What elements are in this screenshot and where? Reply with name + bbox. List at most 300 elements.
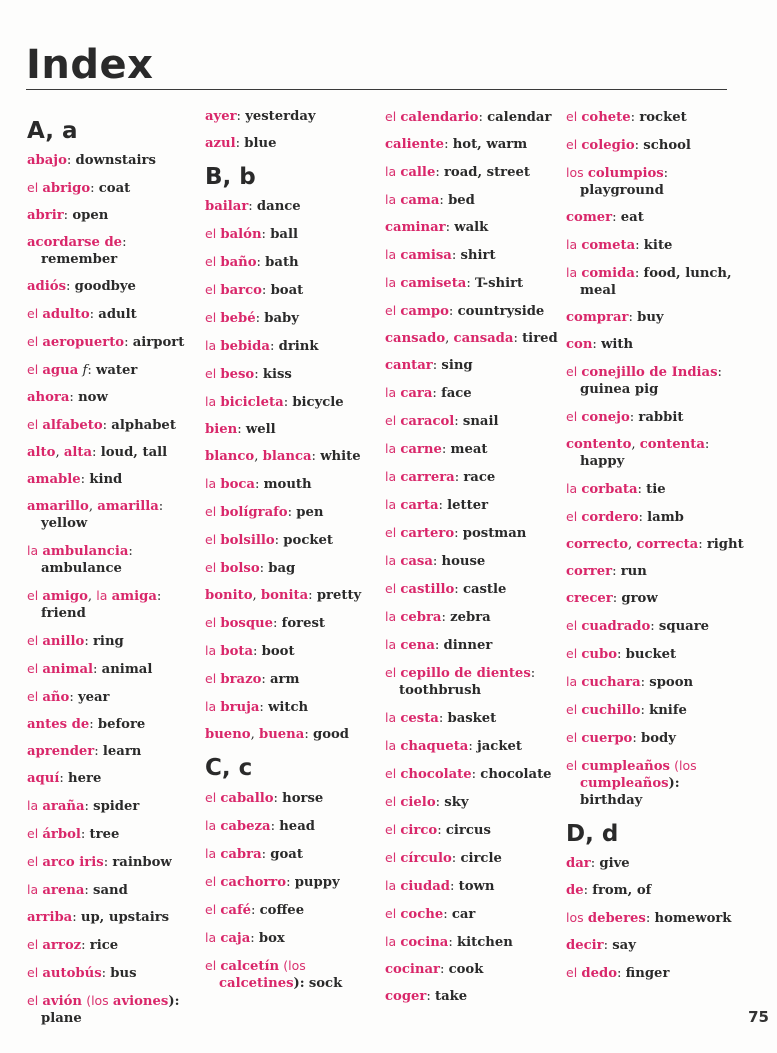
- entry-definition: letter: [447, 498, 489, 513]
- entry-definition: guinea pig: [580, 382, 659, 397]
- section-heading: B, b: [205, 164, 256, 190]
- index-entry: el bosque: forest: [205, 615, 325, 631]
- index-entry: la calle: road, street: [385, 164, 530, 180]
- entry-article: la: [385, 553, 397, 568]
- entry-word: alta: [63, 445, 93, 460]
- entry-word: cabra: [220, 847, 262, 862]
- section-heading: D, d: [566, 821, 619, 847]
- entry-article: el: [385, 850, 397, 865]
- entry-article: el: [27, 854, 39, 869]
- entry-article: el: [27, 633, 39, 648]
- entry-definition: pen: [296, 505, 324, 520]
- entry-definition: boat: [270, 283, 304, 298]
- index-entry: el dedo: finger: [566, 965, 670, 981]
- entry-definition: goodbye: [74, 279, 136, 294]
- index-entry: el círculo: circle: [385, 850, 502, 866]
- entry-definition: now: [78, 390, 108, 405]
- entry-definition: jacket: [476, 739, 522, 754]
- entry-word: balón: [220, 227, 262, 242]
- index-entry: el cielo: sky: [385, 794, 469, 810]
- entry-definition: rice: [89, 938, 119, 953]
- index-entry: cantar: sing: [385, 358, 473, 373]
- entry-plural-open: (los: [674, 758, 697, 773]
- entry-definition: hot, warm: [452, 137, 528, 152]
- entry-definition: happy: [580, 454, 625, 469]
- entry-word: buena: [258, 727, 305, 742]
- entry-article: el: [385, 665, 397, 680]
- entry-word: coche: [400, 907, 444, 922]
- index-entry: el bolígrafo: pen: [205, 504, 324, 520]
- entry-word: cantar: [385, 358, 433, 373]
- entry-word: blanco: [205, 449, 255, 464]
- entry-article: el: [205, 958, 217, 973]
- entry-definition: take: [435, 989, 468, 1004]
- index-entry: el brazo: arm: [205, 671, 300, 687]
- entry-article: la: [385, 164, 397, 179]
- entry-article: el: [205, 254, 217, 269]
- entry-plural-close: ):: [293, 976, 305, 991]
- entry-definition: basket: [447, 711, 497, 726]
- entry-article: el: [385, 525, 397, 540]
- entry-article: el: [385, 303, 397, 318]
- entry-definition: sky: [444, 795, 469, 810]
- entry-definition: kitchen: [456, 935, 513, 950]
- index-entry: el cohete: rocket: [566, 109, 687, 125]
- entry-definition: bath: [265, 255, 299, 270]
- entry-definition: knife: [649, 703, 687, 718]
- entry-word: campo: [400, 304, 449, 319]
- entry-article: el: [566, 730, 578, 745]
- entry-definition: rainbow: [112, 855, 172, 870]
- entry-definition: eat: [620, 210, 644, 225]
- entry-definition: school: [643, 138, 691, 153]
- entry-definition: kiss: [262, 367, 292, 382]
- entry-definition: coat: [98, 181, 131, 196]
- entry-definition: snail: [462, 414, 499, 429]
- entry-plural-close: ):: [668, 776, 680, 791]
- entry-word: animal: [42, 662, 94, 677]
- entry-word: cumpleaños: [581, 759, 670, 774]
- entry-article: la: [385, 738, 397, 753]
- index-entry: el cepillo de dientes: toothbrush: [385, 665, 536, 698]
- index-entry: la cama: bed: [385, 192, 475, 208]
- entry-word: conejo: [581, 410, 630, 425]
- entry-word: amiga: [111, 589, 157, 604]
- entry-word: cena: [400, 638, 435, 653]
- entry-article: el: [27, 334, 39, 349]
- entry-definition: spoon: [649, 675, 694, 690]
- entry-word: cachorro: [220, 875, 287, 890]
- entry-word: contenta: [639, 437, 705, 452]
- entry-article: la: [385, 934, 397, 949]
- entry-word: bien: [205, 422, 238, 437]
- index-column-1: [27, 108, 199, 1037]
- entry-definition: shirt: [460, 248, 496, 263]
- entry-article: el: [205, 902, 217, 917]
- entry-definition: castle: [462, 582, 507, 597]
- index-entry: la cuchara: spoon: [566, 674, 694, 690]
- entry-word: cuerpo: [581, 731, 633, 746]
- index-entry: el año: year: [27, 689, 110, 705]
- entry-word: cesta: [400, 711, 439, 726]
- entry-word: cocinar: [385, 962, 440, 977]
- entry-word: comer: [566, 210, 613, 225]
- entry-article: el: [27, 362, 39, 377]
- index-entry: abrir: open: [27, 208, 109, 223]
- entry-article: la: [27, 543, 39, 558]
- entry-definition: postman: [462, 526, 527, 541]
- entry-word: bebida: [220, 339, 270, 354]
- entry-word: bicicleta: [220, 395, 284, 410]
- entry-word: caminar: [385, 220, 446, 235]
- entry-definition: yellow: [41, 516, 88, 531]
- entry-definition: here: [68, 771, 102, 786]
- entry-definition: dinner: [443, 638, 493, 653]
- index-entry: la bebida: drink: [205, 338, 319, 354]
- entry-word: bonita: [260, 588, 309, 603]
- entry-definition: sing: [441, 358, 473, 373]
- entry-word: calendario: [400, 110, 479, 125]
- entry-article: la: [385, 878, 397, 893]
- entry-word: antes de: [27, 717, 90, 732]
- entry-definition: tree: [89, 827, 120, 842]
- entry-word: bota: [220, 644, 253, 659]
- index-entry: contento, contenta: happy: [566, 437, 710, 469]
- index-entry: la chaqueta: jacket: [385, 738, 522, 754]
- entry-word: aprender: [27, 744, 95, 759]
- index-entry: el caracol: snail: [385, 413, 499, 429]
- entry-definition: sand: [93, 883, 128, 898]
- entry-word: baño: [220, 255, 257, 270]
- index-entry: caminar: walk: [385, 220, 489, 235]
- entry-definition: box: [258, 931, 285, 946]
- entry-article: el: [205, 504, 217, 519]
- entry-word: de: [566, 883, 584, 898]
- entry-definition: downstairs: [75, 153, 156, 168]
- entry-word: amarilla: [97, 499, 159, 514]
- entry-definition: mouth: [263, 477, 312, 492]
- entry-article: el: [566, 509, 578, 524]
- entry-word: cara: [400, 386, 433, 401]
- entry-definition: homework: [654, 911, 732, 926]
- entry-article: la: [566, 674, 578, 689]
- entry-definition: dance: [256, 199, 301, 214]
- entry-plural-word: cumpleaños: [580, 776, 669, 791]
- index-entry: el campo: countryside: [385, 303, 545, 319]
- entry-definition: buy: [637, 310, 664, 325]
- index-entry: el cachorro: puppy: [205, 874, 340, 890]
- entry-word: ahora: [27, 390, 70, 405]
- entry-word: bolsillo: [220, 533, 275, 548]
- index-entry: el conejillo de Indias: guinea pig: [566, 364, 722, 397]
- entry-definition: arm: [270, 672, 300, 687]
- entry-word: barco: [220, 283, 262, 298]
- entry-word: caja: [220, 931, 251, 946]
- index-entry: caliente: hot, warm: [385, 137, 528, 152]
- entry-definition: bed: [448, 193, 475, 208]
- entry-word: brazo: [220, 672, 262, 687]
- index-entry: [205, 957, 380, 992]
- entry-article: el: [27, 588, 39, 603]
- index-entry: el colegio: school: [566, 137, 691, 153]
- entry-definition: horse: [282, 791, 324, 806]
- index-entry: amable: kind: [27, 472, 123, 487]
- index-entry: el cubo: bucket: [566, 646, 677, 662]
- index-entry: bien: well: [205, 422, 276, 437]
- entry-definition: grow: [621, 591, 658, 606]
- entry-word: columpios: [587, 166, 664, 181]
- index-entry: la comida: food, lunch, meal: [566, 265, 732, 298]
- title-divider: [26, 89, 727, 90]
- entry-word: cepillo de dientes: [400, 666, 531, 681]
- entry-word: anillo: [42, 634, 85, 649]
- entry-article: la: [205, 476, 217, 491]
- entry-word: carne: [400, 442, 442, 457]
- entry-article: el: [205, 226, 217, 241]
- entry-word: azul: [205, 136, 236, 151]
- index-entry: la cesta: basket: [385, 710, 497, 726]
- entry-word: avión: [42, 994, 82, 1009]
- index-entry: correcto, correcta: right: [566, 537, 744, 552]
- entry-article: el: [566, 618, 578, 633]
- entry-definition: from, of: [592, 883, 652, 898]
- entry-definition: friend: [41, 606, 86, 621]
- entry-word: bolígrafo: [220, 505, 288, 520]
- entry-article: el: [205, 310, 217, 325]
- entry-article: la: [205, 699, 217, 714]
- index-entry: la cocina: kitchen: [385, 934, 513, 950]
- entry-word: amarillo: [27, 499, 89, 514]
- entry-article: el: [566, 137, 578, 152]
- entry-article: la: [27, 882, 39, 897]
- entry-definition: town: [458, 879, 495, 894]
- entry-article: la: [205, 394, 217, 409]
- index-entry: el abrigo: coat: [27, 180, 131, 196]
- entry-article: el: [27, 937, 39, 952]
- index-entry: el circo: circus: [385, 822, 491, 838]
- entry-word: año: [42, 690, 70, 705]
- entry-article: el: [385, 109, 397, 124]
- entry-definition: food, lunch, meal: [580, 266, 732, 298]
- entry-definition: body: [641, 731, 676, 746]
- entry-word: cebra: [400, 610, 442, 625]
- index-entry: el balón: ball: [205, 226, 298, 242]
- entry-word: cocina: [400, 935, 449, 950]
- index-entry: ayer: yesterday: [205, 109, 316, 124]
- index-entry: el cuerpo: body: [566, 730, 676, 746]
- entry-definition: give: [599, 856, 630, 871]
- entry-article: el: [566, 409, 578, 424]
- entry-definition: coffee: [259, 903, 305, 918]
- index-entry: los columpios: playground: [566, 165, 669, 198]
- entry-definition: rocket: [639, 110, 687, 125]
- entry-word: deberes: [587, 911, 646, 926]
- index-entry: alto, alta: loud, tall: [27, 445, 168, 460]
- entry-article: el: [27, 826, 39, 841]
- entry-word: colegio: [581, 138, 635, 153]
- entry-article: el: [205, 790, 217, 805]
- index-entry: comprar: buy: [566, 310, 664, 325]
- entry-article: el: [566, 364, 578, 379]
- index-entry: el bolso: bag: [205, 560, 296, 576]
- index-entry: el beso: kiss: [205, 366, 292, 382]
- entry-article: la: [385, 385, 397, 400]
- entry-word: calle: [400, 165, 436, 180]
- index-column-3: [385, 108, 563, 1015]
- index-entry: el cuadrado: square: [566, 618, 710, 634]
- index-entry: el bolsillo: pocket: [205, 532, 333, 548]
- entry-definition: rabbit: [638, 410, 684, 425]
- entry-article: la: [205, 846, 217, 861]
- entry-article: la: [205, 643, 217, 658]
- entry-definition: white: [320, 449, 361, 464]
- entry-article: el: [566, 109, 578, 124]
- index-entry: adiós: goodbye: [27, 279, 136, 294]
- entry-definition: head: [279, 819, 315, 834]
- index-entry: acordarse de: remember: [27, 235, 127, 267]
- entry-definition: birthday: [580, 793, 643, 808]
- entry-word: bueno: [205, 727, 251, 742]
- entry-word: contento: [566, 437, 632, 452]
- entry-word: chaqueta: [400, 739, 469, 754]
- entry-word: café: [220, 903, 252, 918]
- entry-article: la: [385, 469, 397, 484]
- entry-word: alto: [27, 445, 56, 460]
- entry-word: cama: [400, 193, 440, 208]
- entry-article: la: [566, 265, 578, 280]
- entry-definition: open: [72, 208, 109, 223]
- entry-article: el: [205, 366, 217, 381]
- entry-word: bosque: [220, 616, 274, 631]
- entry-article: el: [27, 965, 39, 980]
- index-entry: la bruja: witch: [205, 699, 309, 715]
- entry-article: el: [27, 661, 39, 676]
- index-entry: dar: give: [566, 856, 630, 871]
- entry-plural-open: (los: [86, 993, 109, 1008]
- index-column-2: [205, 108, 380, 1002]
- index-entry: el agua f: water: [27, 362, 138, 378]
- entry-word: cansado: [385, 331, 446, 346]
- entry-definition: race: [463, 470, 496, 485]
- index-entry: el café: coffee: [205, 902, 305, 918]
- index-entry: los deberes: homework: [566, 910, 732, 926]
- entry-word: decir: [566, 938, 604, 953]
- entry-definition: bus: [110, 966, 137, 981]
- index-entry: la cebra: zebra: [385, 609, 491, 625]
- entry-definition: goat: [270, 847, 303, 862]
- entry-definition: run: [620, 564, 647, 579]
- entry-article: la: [96, 588, 108, 603]
- entry-word: abajo: [27, 153, 67, 168]
- entry-word: correr: [566, 564, 613, 579]
- entry-definition: ambulance: [41, 561, 122, 576]
- entry-definition: pocket: [283, 533, 333, 548]
- entry-definition: puppy: [294, 875, 340, 890]
- index-entry: coger: take: [385, 989, 468, 1004]
- entry-definition: drink: [278, 339, 319, 354]
- index-entry: la corbata: tie: [566, 481, 666, 497]
- entry-word: agua: [42, 363, 79, 378]
- entry-article: el: [385, 581, 397, 596]
- entry-definition: countryside: [457, 304, 545, 319]
- index-entry: azul: blue: [205, 136, 277, 151]
- index-entry: el amigo, la amiga: friend: [27, 588, 162, 621]
- entry-word: ayer: [205, 109, 237, 124]
- entry-article: el: [205, 671, 217, 686]
- index-entry: ahora: now: [27, 390, 108, 405]
- entry-article: el: [566, 702, 578, 717]
- entry-word: beso: [220, 367, 255, 382]
- entry-word: caracol: [400, 414, 455, 429]
- entry-word: bruja: [220, 700, 260, 715]
- entry-definition: sock: [308, 976, 343, 991]
- index-entry: el caballo: horse: [205, 790, 324, 806]
- entry-word: corbata: [581, 482, 638, 497]
- entry-word: carrera: [400, 470, 455, 485]
- entry-definition: water: [96, 363, 138, 378]
- entry-word: conejillo de Indias: [581, 365, 718, 380]
- index-entry: el baño: bath: [205, 254, 299, 270]
- index-entry: la ciudad: town: [385, 878, 495, 894]
- entry-word: casa: [400, 554, 433, 569]
- entry-word: aeropuerto: [42, 335, 125, 350]
- index-entry: la carta: letter: [385, 497, 489, 513]
- entry-word: castillo: [400, 582, 455, 597]
- entry-definition: playground: [580, 183, 664, 198]
- entry-definition: right: [706, 537, 744, 552]
- entry-word: círculo: [400, 851, 452, 866]
- entry-definition: adult: [98, 307, 137, 322]
- entry-definition: meat: [450, 442, 488, 457]
- entry-definition: airport: [132, 335, 185, 350]
- entry-article: los: [566, 165, 584, 180]
- index-entry: el cuchillo: knife: [566, 702, 687, 718]
- entry-word: autobús: [42, 966, 102, 981]
- index-entry: el animal: animal: [27, 661, 153, 677]
- entry-plural-close: ):: [168, 994, 180, 1009]
- entry-article: la: [385, 637, 397, 652]
- entry-article: la: [385, 497, 397, 512]
- entry-word: amigo: [42, 589, 88, 604]
- index-entry: la bicicleta: bicycle: [205, 394, 344, 410]
- index-entry: el cordero: lamb: [566, 509, 684, 525]
- entry-word: bailar: [205, 199, 249, 214]
- entry-article: la: [205, 338, 217, 353]
- entry-plural-open: (los: [283, 958, 306, 973]
- index-entry: la cabeza: head: [205, 818, 315, 834]
- entry-word: comida: [581, 266, 635, 281]
- entry-word: alfabeto: [42, 418, 103, 433]
- entry-definition: walk: [454, 220, 489, 235]
- entry-definition: animal: [101, 662, 153, 677]
- entry-article: el: [205, 532, 217, 547]
- entry-word: crecer: [566, 591, 613, 606]
- index-entry: bailar: dance: [205, 199, 301, 214]
- entry-definition: tie: [646, 482, 666, 497]
- entry-article: el: [566, 758, 578, 773]
- entry-definition: tired: [522, 331, 558, 346]
- entry-word: circo: [400, 823, 438, 838]
- entry-article: el: [385, 794, 397, 809]
- entry-definition: yesterday: [245, 109, 316, 124]
- entry-definition: finger: [625, 966, 670, 981]
- index-entry: con: with: [566, 337, 634, 352]
- index-entry: cansado, cansada: tired: [385, 331, 558, 346]
- entry-word: ciudad: [400, 879, 450, 894]
- entry-word: calcetín: [220, 959, 280, 974]
- entry-definition: ring: [92, 634, 124, 649]
- entry-word: carta: [400, 498, 439, 513]
